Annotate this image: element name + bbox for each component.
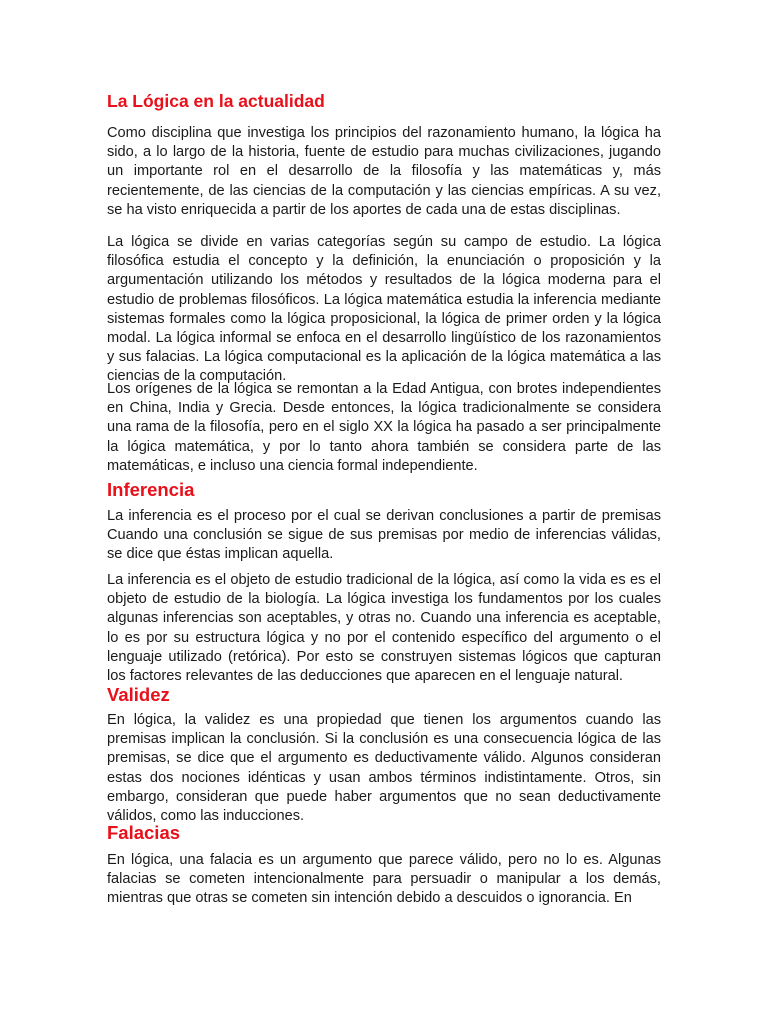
intro-paragraph-1: Como disciplina que investiga los principios del razonamiento humano, la lógica ha sido, a lo largo de la historia, fuente de estudio para muchas civilizaciones, jugando un importante rol en el desarrollo de la filosofía y las matemáticas y, más recientemente, de las ciencias de la computación y las ciencias empíricas. A su vez, se ha visto enriquecida a partir de los aportes de cada una de estas disciplinas. (107, 125, 661, 218)
intro-paragraph-3: Los orígenes de la lógica se remontan a la Edad Antigua, con brotes independientes en China, India y Grecia. Desde entonces, la lógica tradicionalmente se considera una rama de la filosofía, pero en el siglo XX la lógica ha pasado a ser principalmente la lógica matemática, y por lo tanto ahora también se considera parte de las matemáticas, e incluso una ciencia formal independiente. (107, 381, 661, 474)
inferencia-paragraph-1: La inferencia es el proceso por el cual se derivan conclusiones a partir de premisas Cuando una conclusión se sigue de sus premisas por medio de inferencias válidas, se dice que éstas implican aquella. (107, 508, 661, 563)
section-heading-validez: Validez (107, 684, 170, 705)
falacias-paragraph-1: En lógica, una falacia es un argumento que parece válido, pero no lo es. Algunas falacias se cometen intencionalmente para persuadir o manipular a los demás, mientras que otras se cometen sin intención debido a descuidos o ignorancia. En (107, 852, 661, 907)
inferencia-paragraph-2: La inferencia es el objeto de estudio tradicional de la lógica, así como la vida es es el objeto de estudio de la biología. La lógica investiga los fundamentos por los cuales algunas inferencias son aceptables, y otras no. Cuando una inferencia es aceptable, lo es por su estructura lógica y no por el contenido específico del argumento o el lenguaje utilizado (retórica). Por esto se construyen sistemas lógicos que capturan los factores relevantes de las deducciones que aparecen en el lenguaje natural. (107, 572, 661, 685)
validez-paragraph-1: En lógica, la validez es una propiedad que tienen los argumentos cuando las premisas implican la conclusión. Si la conclusión es una consecuencia lógica de las premisas, se dice que el argumento es deductivamente válido. Algunos consideran estas dos nociones idénticas y usan ambos términos indistintamente. Otros, sin embargo, consideran que puede haber argumentos que no sean deductivamente válidos, como las inducciones. (107, 712, 661, 825)
page-title: La Lógica en la actualidad (107, 91, 325, 111)
section-heading-inferencia: Inferencia (107, 479, 195, 500)
section-heading-falacias: Falacias (107, 822, 181, 843)
intro-paragraph-2: La lógica se divide en varias categorías según su campo de estudio. La lógica filosófica estudia el concepto y la definición, la enunciación o proposición y la argumentación utilizando los métodos y resultados de la lógica moderna para el estudio de problemas filosóficos. La lógica matemática estudia la inferencia mediante sistemas formales como la lógica proposicional, la lógica de primer orden y la lógica modal. La lógica informal se enfoca en el desarrollo lingüístico de los razonamientos y sus falacias. La lógica computacional es la aplicación de la lógica matemática a las ciencias de la computación. (107, 234, 661, 385)
